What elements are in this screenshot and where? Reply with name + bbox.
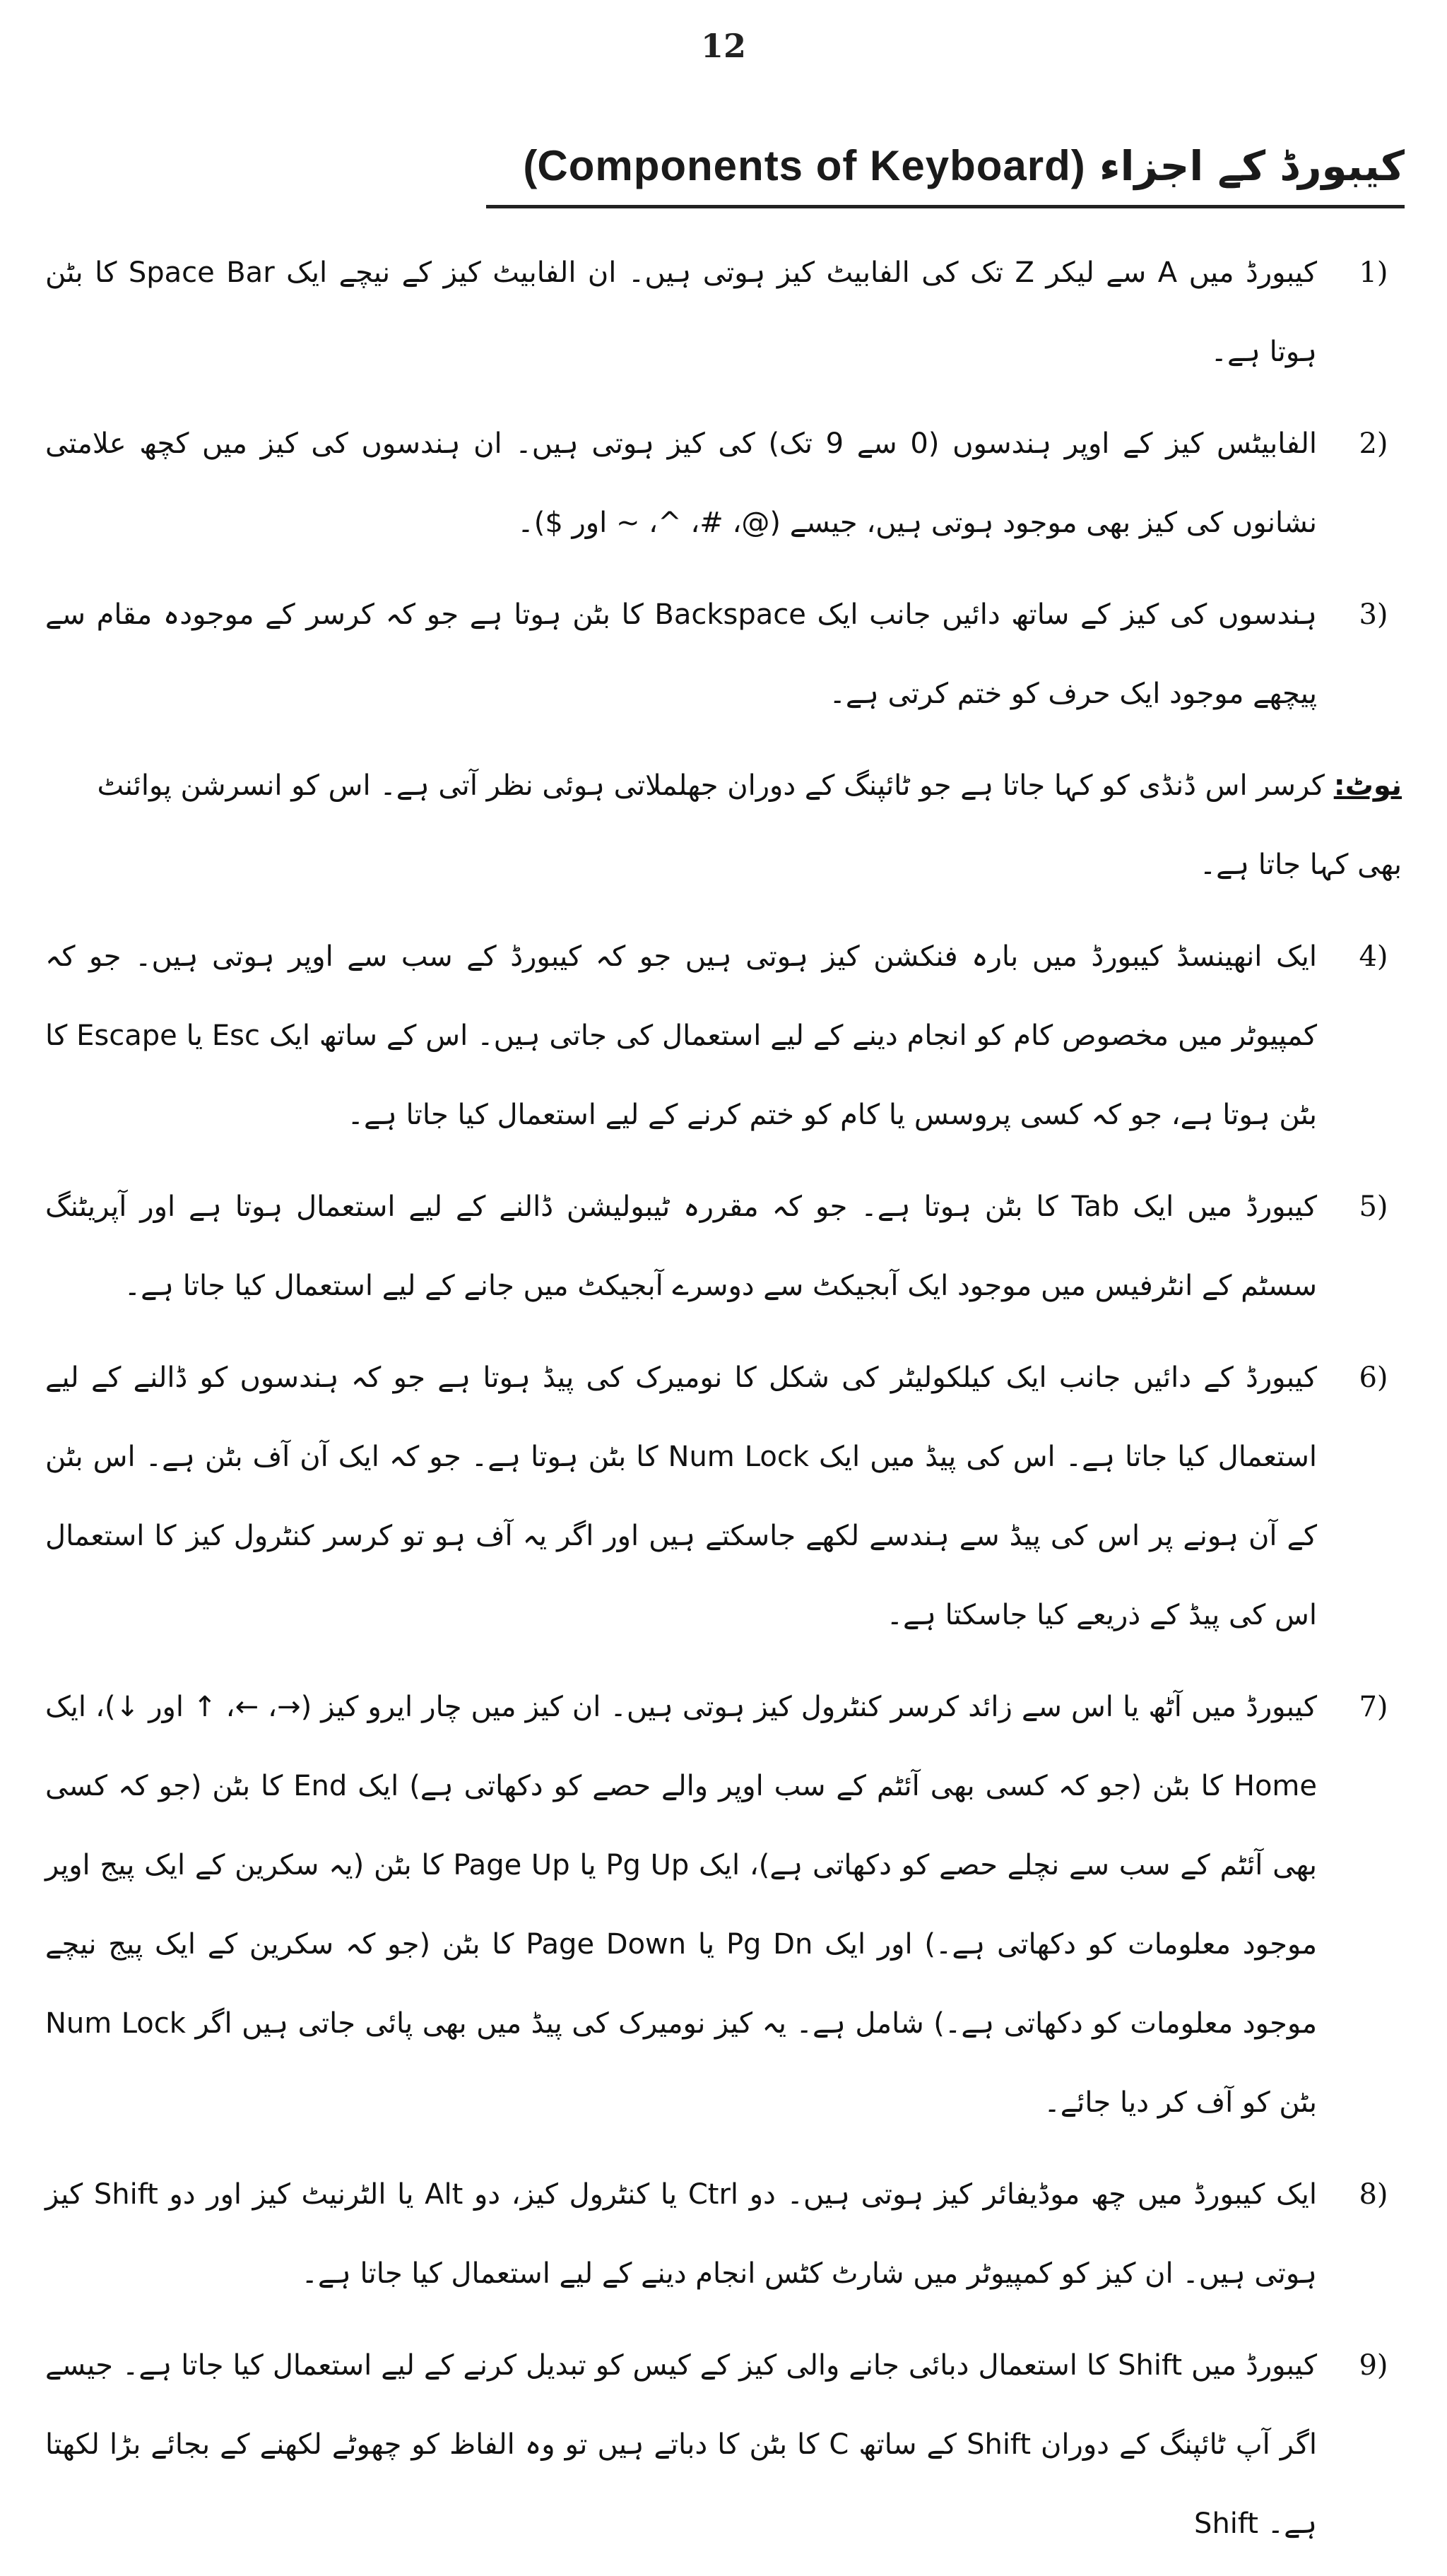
item-text: ایک کیبورڈ میں چھ موڈیفائر کیز ہوتی ہیں۔ دو Ctrl یا کنٹرول کیز، دو Alt یا الٹرنیٹ کیز اور دو Shift کیز ہوتی ہیں۔ ان کیز کو کمپیوٹر میں شارٹ کٹس انجام دینے کے لیے استعمال کیا جاتا ہے۔ [45, 2178, 1318, 2290]
heading-underline [486, 205, 1405, 208]
item-number: 9) [1359, 2349, 1388, 2382]
item-text: کیبورڈ میں A سے لیکر Z تک کی الفابیٹ کیز ہوتی ہیں۔ ان الفابیٹ کیز کے نیچے ایک Space Bar کا بٹن ہوتا ہے۔ [45, 256, 1318, 368]
list-item-3 [45, 575, 1402, 733]
list-item-4 [45, 917, 1402, 1154]
item-number: 3) [1359, 598, 1388, 631]
item-number: 8) [1359, 2178, 1388, 2211]
item-text: الفابیٹس کیز کے اوپر ہندسوں (0 سے 9 تک) کی کیز ہوتی ہیں۔ ان ہندسوں کی کیز میں کچھ علامتی نشانوں کی کیز بھی موجود ہوتی ہیں، جیسے (@، #، ^، ~ اور $)۔ [45, 427, 1318, 539]
item-text: کیبورڈ میں آٹھ یا اس سے زائد کرسر کنٹرول کیز ہوتی ہیں۔ ان کیز میں چار ایرو کیز (→، ←، ↑ اور ↓)، ایک Home کا بٹن (جو کہ کسی بھی آئٹم کے سب اوپر والے حصے کو دکھاتی ہے) ایک End کا بٹن (جو کہ کسی بھی آئٹم کے سب سے نچلے حصے کو دکھاتی ہے)، ایک Pg Up یا Page Up کا بٹن (یہ سکرین کے ایک پیج اوپر موجود معلومات کو دکھاتی ہے۔) اور ایک Pg Dn یا Page Down کا بٹن (جو کہ سکرین کے ایک پیج نیچے موجود معلومات کو دکھاتی ہے۔) شامل ہے۔ یہ کیز نومیرک کی پیڈ میں بھی پائی جاتی ہیں اگر Num Lock بٹن کو آف کر دیا جائے۔ [45, 1691, 1318, 2119]
item-number: 6) [1359, 1361, 1388, 1394]
item-text: ہندسوں کی کیز کے ساتھ دائیں جانب ایک Backspace کا بٹن ہوتا ہے جو کہ کرسر کے موجودہ مقام سے پیچھے موجود ایک حرف کو ختم کرتی ہے۔ [45, 598, 1317, 710]
item-number: 1) [1359, 256, 1388, 289]
note-text: کرسر اس ڈنڈی کو کہا جاتا ہے جو ٹائپنگ کے دوران جھلملاتی ہوئی نظر آتی ہے۔ اس کو انسرشن پوائنٹ بھی کہا جاتا ہے۔ [97, 769, 1402, 881]
item-text: کیبورڈ کے دائیں جانب ایک کیلکولیٹر کی شکل کا نومیرک کی پیڈ ہوتا ہے جو کہ ہندسوں کو ڈالنے کے لیے استعمال کیا جاتا ہے۔ اس کی پیڈ میں ایک Num Lock کا بٹن ہوتا ہے۔ جو کہ ایک آن آف بٹن ہے۔ اس بٹن کے آن ہونے پر اس کی پیڈ سے ہندسے لکھے جاسکتے ہیں اور اگر یہ آف ہو تو کرسر کنٹرول کیز کا استعمال اس کی پیڈ کے ذریعے کیا جاسکتا ہے۔ [45, 1361, 1318, 1631]
list-item-6 [45, 1338, 1402, 1655]
item-number: 7) [1359, 1691, 1388, 1723]
section-heading [472, 141, 1405, 190]
item-number: 5) [1359, 1190, 1388, 1223]
note-paragraph [45, 746, 1402, 904]
list-item-8 [45, 2155, 1402, 2313]
heading-urdu: کیبورڈ کے اجزاء [1099, 142, 1405, 190]
item-text: ایک انھینسڈ کیبورڈ میں بارہ فنکشن کیز ہوتی ہیں جو کہ کیبورڈ کے سب سے اوپر ہوتی ہیں۔ جو کہ کمپیوٹر میں مخصوص کام کو انجام دینے کے لیے استعمال کی جاتی ہیں۔ اس کے ساتھ ایک Esc یا Escape کا بٹن ہوتا ہے، جو کہ کسی پروسس یا کام کو ختم کرنے کے لیے استعمال کیا جاتا ہے۔ [45, 940, 1317, 1131]
list-item-2 [45, 404, 1402, 562]
page-number: 12 [700, 27, 746, 65]
item-text: کیبورڈ میں Shift کا استعمال دبائی جانے والی کیز کے کیس کو تبدیل کرنے کے لیے استعمال کیا جاتا ہے۔ جیسے اگر آپ ٹائپنگ کے دوران Shift کے ساتھ C کا بٹن کا دباتے ہیں تو وہ الفاظ کو چھوٹے لکھنے کے بجائے بڑا لکھتا ہے۔ Shift [45, 2349, 1317, 2540]
list-item-5 [45, 1167, 1402, 1325]
content-list [45, 233, 1402, 2576]
list-item-9 [45, 2326, 1402, 2563]
note-label: نوٹ: [1333, 769, 1402, 802]
heading-english: (Components of Keyboard) [523, 142, 1085, 189]
list-item-1 [45, 233, 1402, 391]
item-number: 2) [1359, 427, 1388, 460]
item-text: کیبورڈ میں ایک Tab کا بٹن ہوتا ہے۔ جو کہ مقررہ ٹیبولیشن ڈالنے کے لیے استعمال ہوتا ہے اور آپریٹنگ سسٹم کے انٹرفیس میں موجود ایک آبجیکٹ سے دوسرے آبجیکٹ میں جانے کے لیے استعمال کیا جاتا ہے۔ [45, 1190, 1317, 1302]
list-item-7 [45, 1667, 1402, 2142]
item-number: 4) [1359, 940, 1388, 973]
